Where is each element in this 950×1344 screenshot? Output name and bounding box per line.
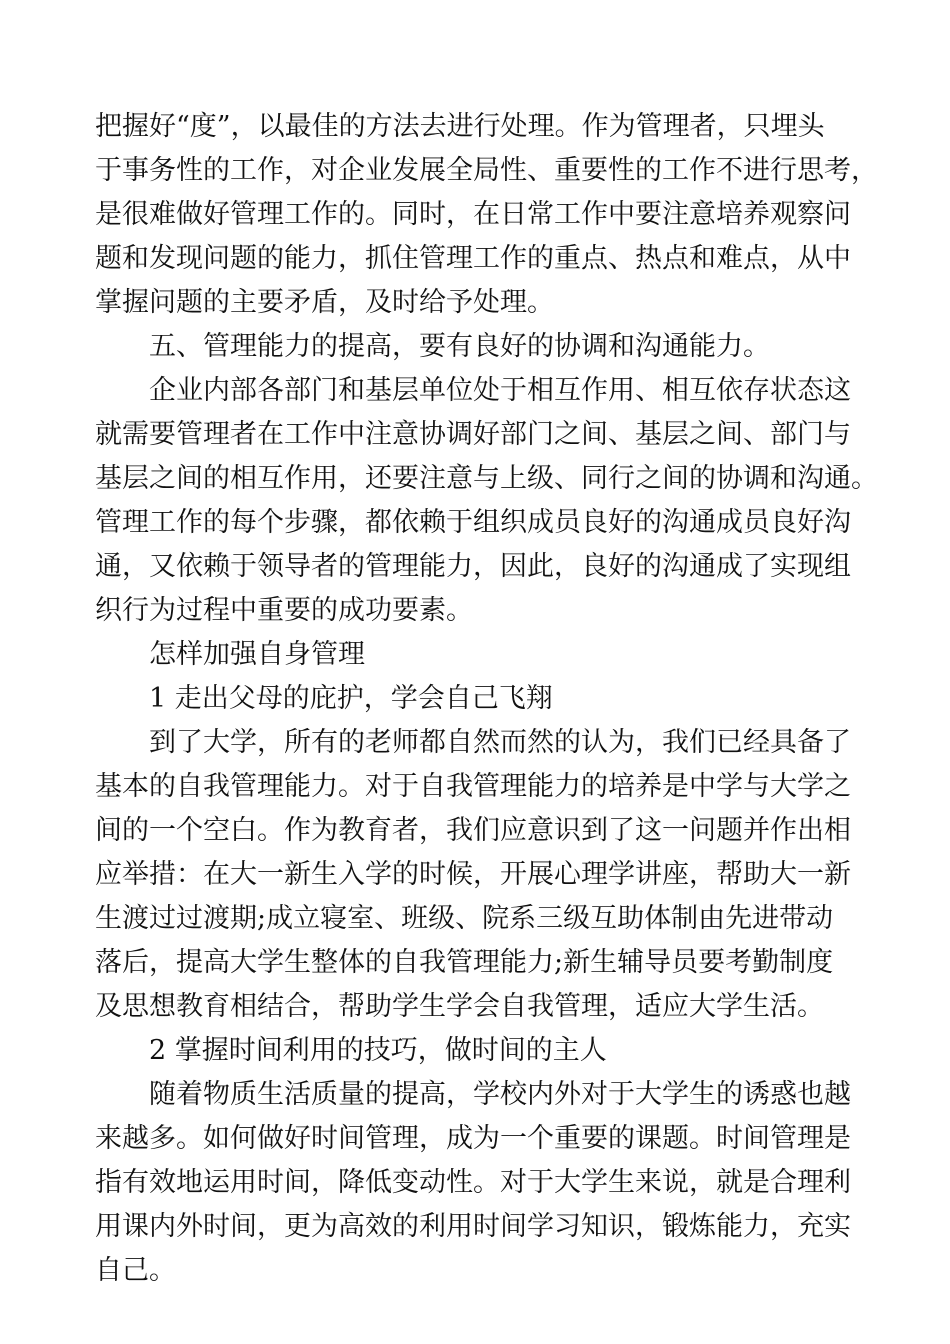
text-line: 应举措：在大一新生入学的时候，开展心理学讲座，帮助大一新: [95, 859, 851, 890]
text-line: 自己。: [95, 1255, 176, 1286]
text-line: 生渡过过渡期;成立寝室、班级、院系三级互助体制由先进带动: [95, 903, 834, 934]
text-line: 通，又依赖于领导者的管理能力，因此，良好的沟通成了实现组: [95, 551, 851, 582]
text-line: 来越多。如何做好时间管理，成为一个重要的课题。时间管理是: [95, 1123, 851, 1154]
text-line: 题和发现问题的能力，抓住管理工作的重点、热点和难点，从中: [95, 243, 851, 274]
text-line: 就需要管理者在工作中注意协调好部门之间、基层之间、部门与: [95, 419, 851, 450]
section-heading: 怎样加强自身管理: [149, 639, 365, 670]
text-line: 织行为过程中重要的成功要素。: [95, 595, 473, 626]
subsection-heading: 2 掌握时间利用的技巧，做时间的主人: [149, 1035, 607, 1066]
text-line: 于事务性的工作，对企业发展全局性、重要性的工作不进行思考，: [95, 155, 878, 186]
text-line: 间的一个空白。作为教育者，我们应意识到了这一问题并作出相: [95, 815, 851, 846]
text-line: 是很难做好管理工作的。同时，在日常工作中要注意培养观察问: [95, 199, 851, 230]
text-line: 落后，提高大学生整体的自我管理能力;新生辅导员要考勤制度: [95, 947, 834, 978]
text-line: 随着物质生活质量的提高，学校内外对于大学生的诱惑也越: [149, 1079, 851, 1110]
text-line: 用课内外时间，更为高效的利用时间学习知识，锻炼能力，充实: [95, 1211, 851, 1242]
text-line: 基层之间的相互作用，还要注意与上级、同行之间的协调和沟通。: [95, 463, 878, 494]
text-line: 企业内部各部门和基层单位处于相互作用、相互依存状态这: [149, 375, 851, 406]
text-line: 把握好“度”，以最佳的方法去进行处理。作为管理者，只埋头: [95, 111, 825, 142]
text-line: 及思想教育相结合，帮助学生学会自我管理，适应大学生活。: [95, 991, 824, 1022]
text-line: 基本的自我管理能力。对于自我管理能力的培养是中学与大学之: [95, 771, 851, 802]
text-line: 到了大学，所有的老师都自然而然的认为，我们已经具备了: [149, 727, 851, 758]
subsection-heading: 1 走出父母的庇护，学会自己飞翔: [149, 683, 553, 714]
text-line: 掌握问题的主要矛盾，及时给予处理。: [95, 287, 554, 318]
section-heading: 五、管理能力的提高，要有良好的协调和沟通能力。: [149, 331, 770, 362]
text-line: 管理工作的每个步骤，都依赖于组织成员良好的沟通成员良好沟: [95, 507, 851, 538]
text-line: 指有效地运用时间，降低变动性。对于大学生来说，就是合理利: [95, 1167, 851, 1198]
